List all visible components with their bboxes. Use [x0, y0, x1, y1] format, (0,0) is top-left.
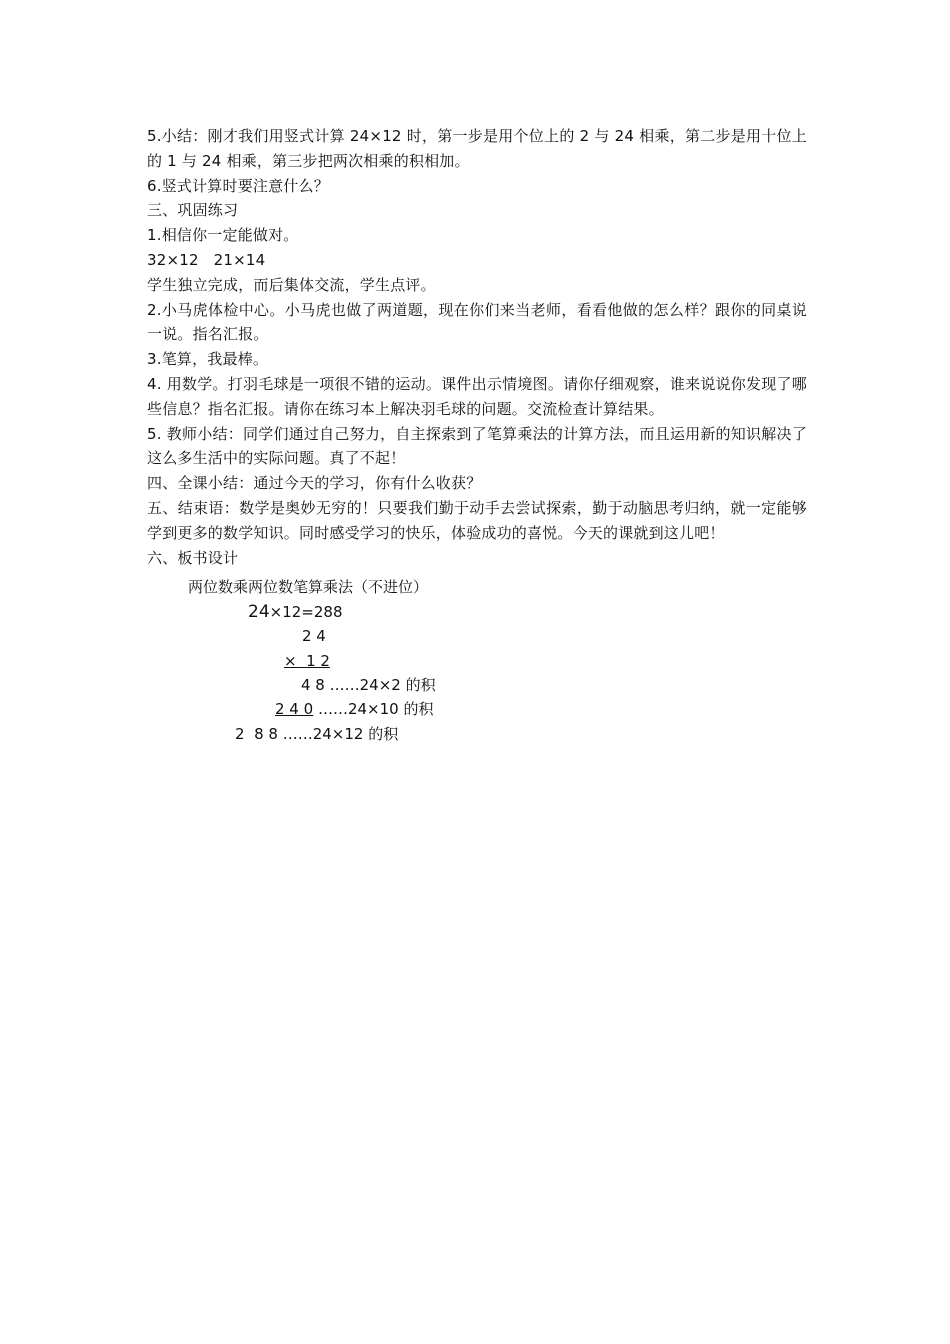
board-partial-product-1 — [301, 673, 436, 697]
board-result — [235, 722, 398, 746]
section-heading-lesson-summary: 四、全课小结：通过今天的学习，你有什么收获？ — [147, 474, 482, 493]
board-equation — [248, 600, 343, 624]
lesson-text — [147, 124, 807, 570]
board-partial-1-note: ……24×2 的积 — [329, 676, 436, 694]
board-result-note: ……24×12 的积 — [282, 725, 399, 743]
section-heading-board-design: 六、板书设计 — [147, 548, 239, 567]
board-title: 两位数乘两位数笔算乘法（不进位） — [188, 578, 429, 596]
board-result-digits: 2 8 8 — [235, 725, 278, 743]
paragraph-question: 6.竖式计算时要注意什么？ — [147, 176, 329, 195]
board-multiplier: × 1 2 — [284, 652, 330, 670]
paragraph-teacher-summary: 5. 教师小结：同学们通过自己努力，自主探索到了笔算乘法的计算方法，而且运用新的知识解决了这么多生活中的实际问题。真了不起！ — [147, 424, 807, 468]
board-equation-rest: ×12=288 — [269, 603, 343, 621]
paragraph-exercise-2: 2.小马虎体检中心。小马虎也做了两道题，现在你们来当老师，看看他做的怎么样？跟你的同桌说一说。指名汇报。 — [147, 300, 807, 344]
section-heading-practice: 三、巩固练习 — [147, 201, 239, 220]
paragraph-exercise-1: 1.相信你一定能做对。 — [147, 226, 299, 245]
board-partial-2-note: ……24×10 的积 — [317, 700, 434, 718]
board-equation-factor: 24 — [248, 602, 270, 622]
paragraph-exercise-1-note: 学生独立完成，而后集体交流，学生点评。 — [147, 275, 436, 294]
paragraph-exercise-3: 3.笔算，我最棒。 — [147, 350, 269, 369]
board-partial-product-2 — [275, 697, 433, 721]
board-multiplicand: 2 4 — [302, 627, 326, 645]
board-partial-1-digits: 4 8 — [301, 676, 325, 694]
board-partial-2-digits: 2 4 0 — [275, 700, 314, 718]
paragraph-exercise-1-problems: 32×12 21×14 — [147, 250, 266, 269]
paragraph-exercise-4: 4. 用数学。打羽毛球是一项很不错的运动。课件出示情境图。请你仔细观察，谁来说说你发现了哪些信息？指名汇报。请你在练习本上解决羽毛球的问题。交流检查计算结果。 — [147, 374, 807, 418]
section-heading-closing: 五、结束语：数学是奥妙无穷的！只要我们勤于动手去尝试探索，勤于动脑思考归纳，就一定能够学到更多的数学知识。同时感受学习的快乐，体验成功的喜悦。今天的课就到这儿吧！ — [147, 498, 807, 542]
paragraph-summary-step: 5.小结：刚才我们用竖式计算 24×12 时，第一步是用个位上的 2 与 24 相乘，第二步是用十位上的 1 与 24 相乘，第三步把两次相乘的积相加。 — [147, 127, 807, 170]
